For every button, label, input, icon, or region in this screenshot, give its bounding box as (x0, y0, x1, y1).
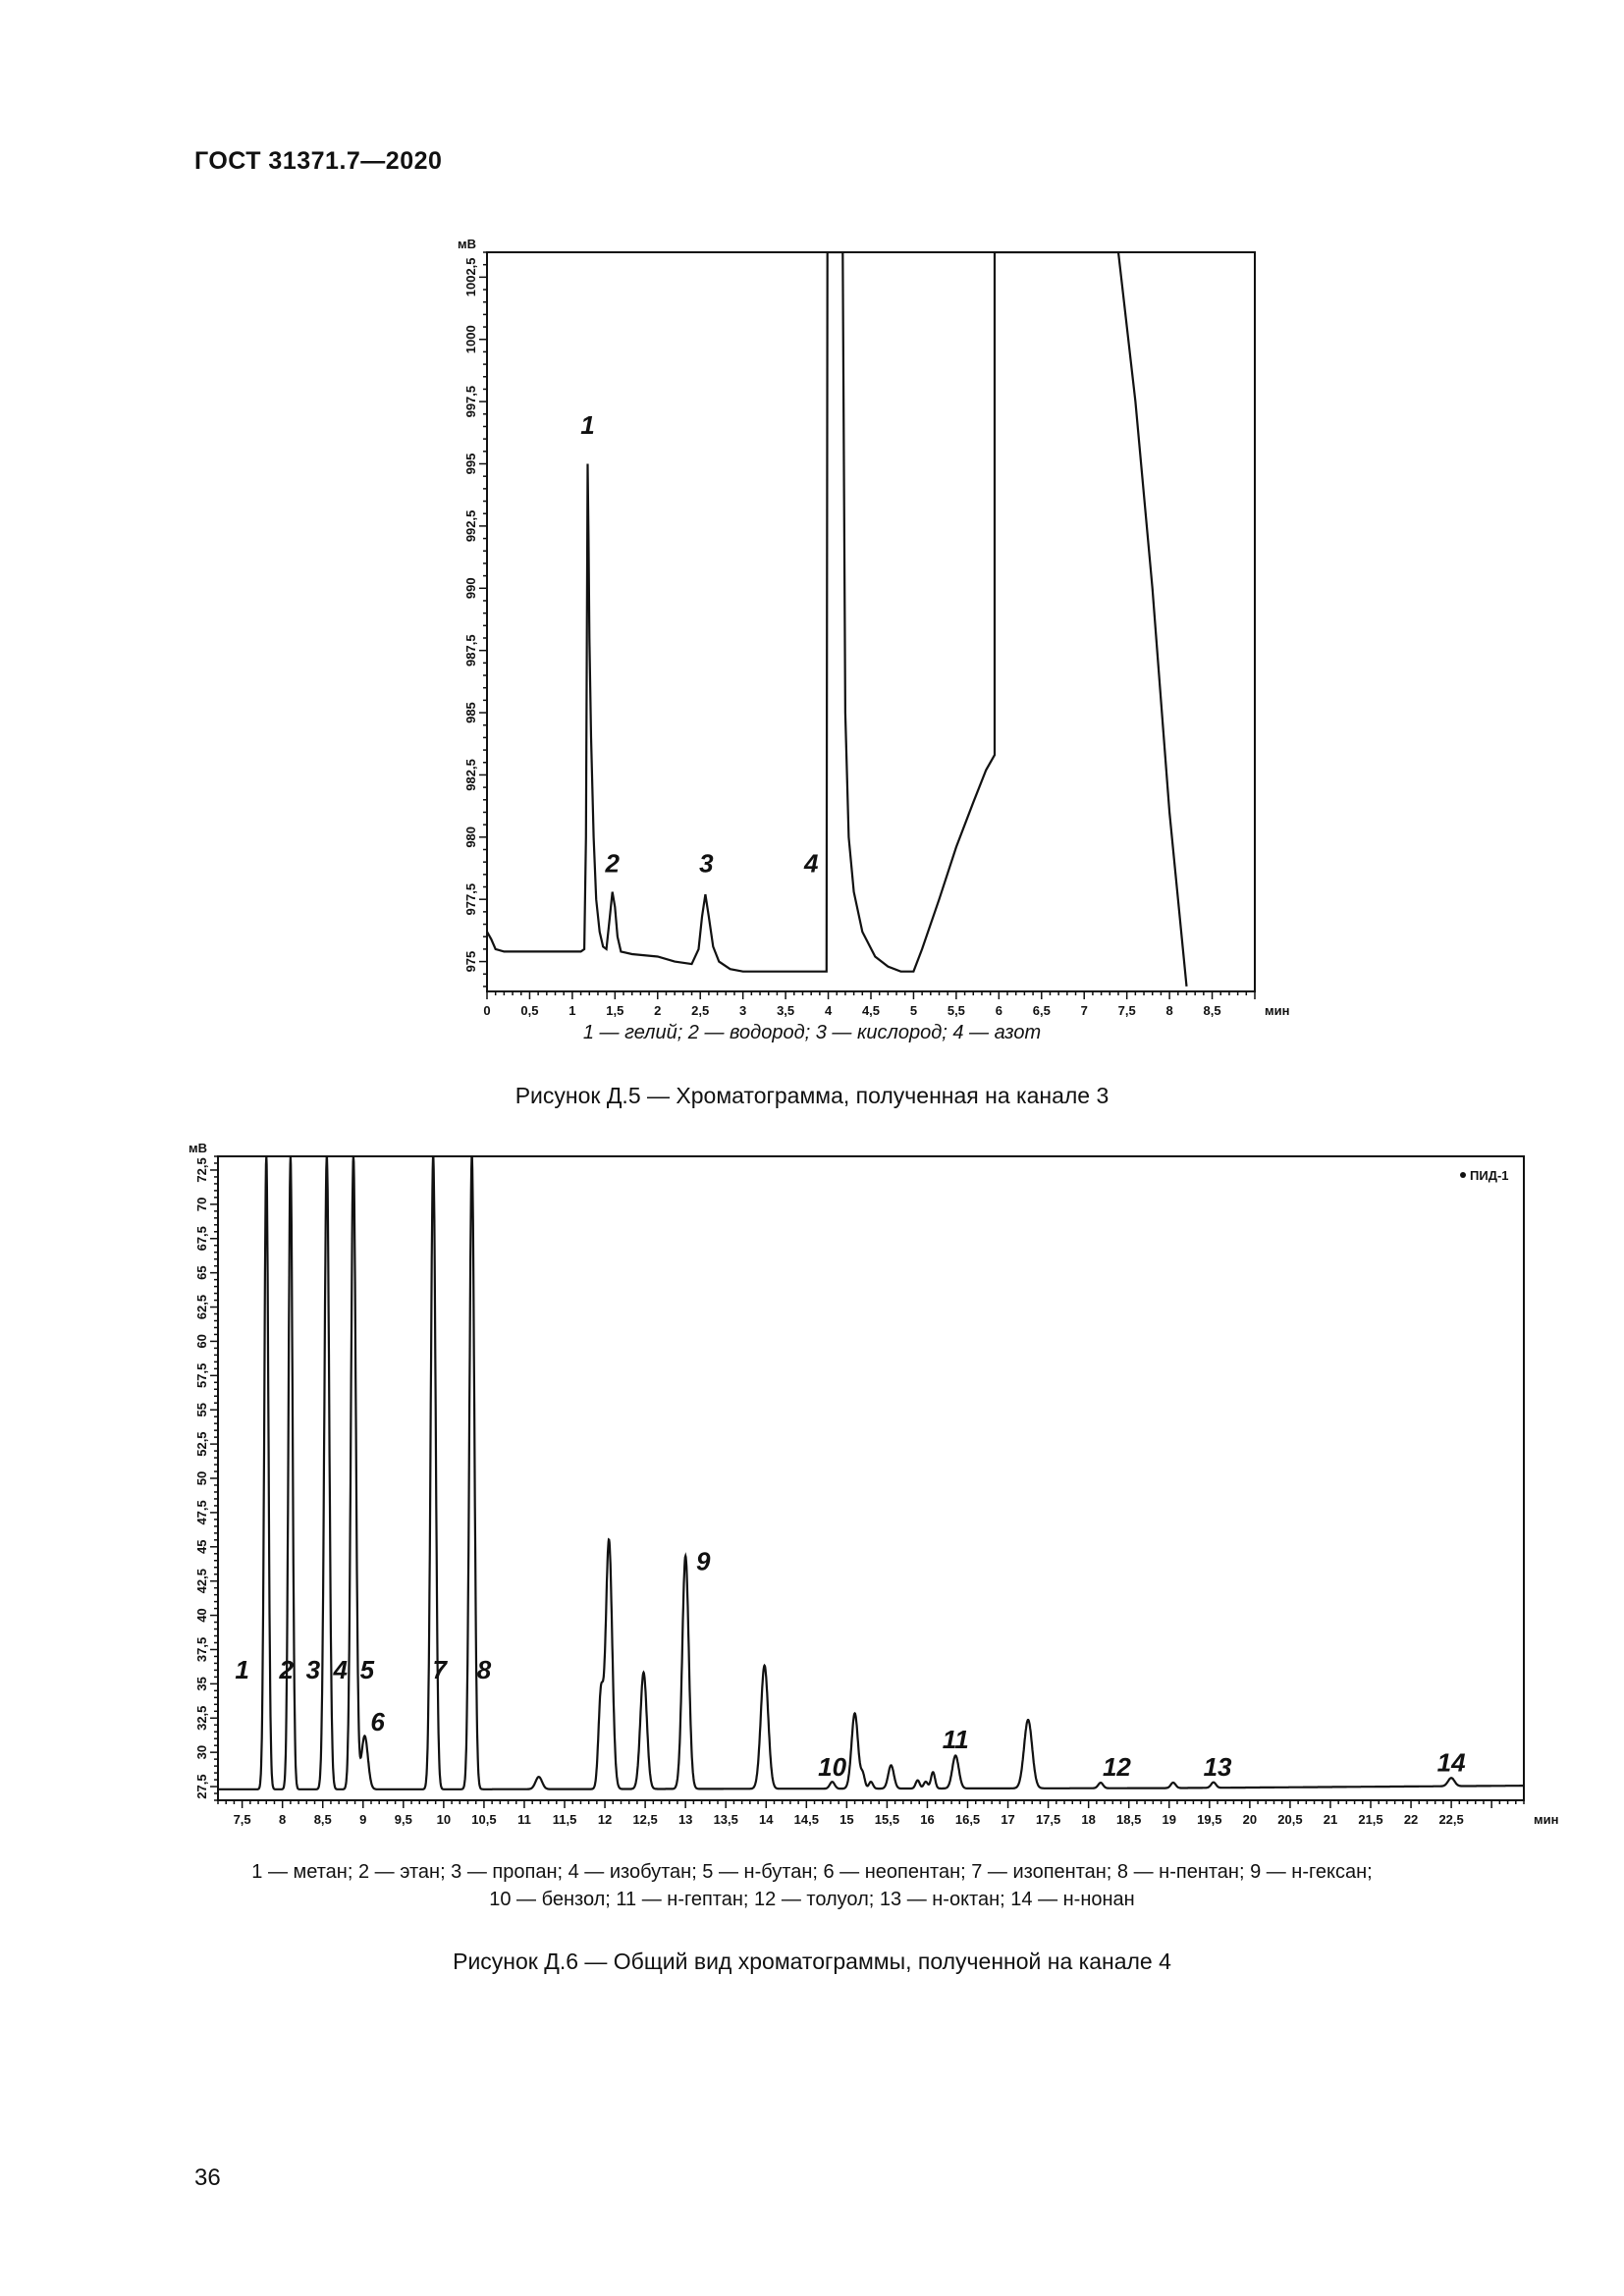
y-tick-label: 980 (463, 826, 478, 848)
x-tick-label: 21,5 (1358, 1812, 1383, 1827)
peak-label: 1 (235, 1654, 249, 1684)
y-tick-label: 42,5 (194, 1569, 209, 1594)
page-number: 36 (194, 2164, 221, 2191)
y-tick-label: 1000 (463, 325, 478, 354)
x-axis-label: мин (1265, 1003, 1290, 1018)
y-tick-label: 55 (194, 1402, 209, 1417)
y-tick-label: 975 (463, 950, 478, 973)
legend-line: 1 — метан; 2 — этан; 3 — пропан; 4 — изобутан; 5 — н-бутан; 6 — неопентан; 7 — изопентан; 8 — н-пентан; 9 — н-гексан; (251, 1861, 1373, 1883)
x-tick-label: 18,5 (1116, 1812, 1142, 1827)
x-tick-label: 13 (677, 1812, 693, 1827)
y-tick-label: 50 (194, 1470, 209, 1486)
y-axis-label: мВ (458, 237, 477, 251)
peak-label: 12 (1102, 1751, 1131, 1782)
x-tick-label: 12 (597, 1812, 613, 1827)
peak-label: 10 (818, 1751, 847, 1782)
x-tick-label: 9 (359, 1812, 367, 1827)
peak-label: 11 (942, 1724, 969, 1754)
peak-label: 4 (333, 1654, 349, 1684)
x-tick-label: 2 (654, 1003, 662, 1018)
x-tick-label: 4,5 (861, 1003, 881, 1018)
y-tick-label: 72,5 (194, 1157, 209, 1183)
y-tick-label: 35 (194, 1677, 209, 1691)
x-tick-label: 10 (436, 1812, 452, 1827)
tick-labels (189, 1141, 1558, 1827)
x-tick-label: 3 (739, 1003, 747, 1018)
x-tick-label: 20,5 (1277, 1812, 1303, 1827)
x-axis-label: мин (1534, 1812, 1559, 1827)
y-axis-label: мВ (189, 1141, 208, 1155)
x-tick-label: 1 (568, 1003, 576, 1018)
legend-entry: ПИД-1 (1470, 1168, 1509, 1183)
y-tick-label: 60 (194, 1334, 209, 1349)
x-tick-label: 4 (824, 1003, 833, 1018)
figure-d5-caption: Рисунок Д.5 — Хроматограмма, полученная на канале 3 (514, 1083, 1110, 1108)
y-tick-label: 27,5 (194, 1774, 209, 1799)
tick-labels (458, 237, 1289, 1018)
y-tick-label: 987,5 (463, 634, 478, 667)
plot-frame (218, 1156, 1524, 1800)
x-tick-label: 12,5 (632, 1812, 658, 1827)
peak-label: 7 (432, 1654, 448, 1684)
x-tick-label: 0,5 (520, 1003, 539, 1018)
x-tick-label: 8 (279, 1812, 287, 1827)
x-tick-label: 0 (483, 1003, 491, 1018)
x-tick-label: 2,5 (691, 1003, 710, 1018)
peak-label: 2 (605, 848, 620, 879)
peak-label: 5 (359, 1654, 375, 1684)
x-tick-label: 8,5 (313, 1812, 332, 1827)
peak-label: 14 (1436, 1747, 1466, 1778)
x-tick-label: 19,5 (1197, 1812, 1222, 1827)
legend-line: 10 — бензол; 11 — н-гептан; 12 — толуол; 13 — н-октан; 14 — н-нонан (489, 1889, 1135, 1910)
x-tick-label: 20 (1242, 1812, 1258, 1827)
peak-label: 1 (580, 410, 595, 441)
x-tick-label: 18 (1081, 1812, 1096, 1827)
plot-frame (487, 252, 1255, 991)
x-tick-label: 11 (517, 1812, 531, 1827)
x-tick-label: 7,5 (1117, 1003, 1136, 1018)
y-tick-label: 1002,5 (463, 257, 478, 297)
x-tick-label: 7,5 (233, 1812, 251, 1827)
document-header: ГОСТ 31371.7—2020 (194, 147, 443, 175)
x-tick-label: 15,5 (874, 1812, 900, 1827)
x-tick-label: 14,5 (793, 1812, 819, 1827)
chromatogram-channel-3 (432, 226, 1290, 1041)
y-tick-label: 992,5 (463, 509, 478, 543)
peak-label: 6 (370, 1706, 385, 1736)
x-tick-label: 17 (1001, 1812, 1015, 1827)
figure-d6-caption: Рисунок Д.6 — Общий вид хроматограммы, полученной на канале 4 (453, 1949, 1171, 1974)
figure-d5-legend (0, 1019, 1624, 1046)
peak-label: 2 (279, 1654, 295, 1684)
peak-label: 3 (699, 848, 714, 879)
x-tick-label: 1,5 (606, 1003, 624, 1018)
y-tick-label: 45 (194, 1539, 209, 1555)
x-tick-label: 11,5 (552, 1812, 577, 1827)
peak-label: 13 (1203, 1751, 1232, 1782)
peak-label: 8 (476, 1654, 492, 1684)
x-tick-label: 16 (920, 1812, 935, 1827)
x-tick-label: 5,5 (947, 1003, 965, 1018)
x-tick-label: 19 (1162, 1812, 1176, 1827)
y-tick-label: 62,5 (194, 1294, 209, 1320)
x-tick-label: 22,5 (1438, 1812, 1464, 1827)
y-tick-label: 977,5 (463, 882, 478, 916)
y-tick-label: 982,5 (463, 759, 478, 791)
x-tick-label: 21 (1323, 1812, 1338, 1827)
series-legend (1460, 1168, 1509, 1183)
peak-label: 3 (305, 1654, 321, 1684)
x-tick-label: 16,5 (954, 1812, 981, 1827)
signal-line (218, 1156, 1524, 1789)
x-tick-label: 7 (1080, 1003, 1088, 1018)
x-tick-label: 13,5 (713, 1812, 738, 1827)
x-tick-label: 9,5 (394, 1812, 412, 1827)
signal-line (487, 252, 1187, 987)
x-tick-label: 3,5 (777, 1003, 795, 1018)
axes (210, 1156, 1524, 1808)
y-tick-label: 52,5 (194, 1431, 209, 1457)
x-tick-label: 22 (1403, 1812, 1419, 1827)
y-tick-label: 57,5 (194, 1362, 209, 1388)
y-tick-label: 67,5 (194, 1226, 209, 1252)
y-tick-label: 32,5 (194, 1705, 209, 1731)
x-tick-label: 10,5 (471, 1812, 497, 1827)
y-tick-label: 47,5 (194, 1500, 209, 1525)
legend-marker (1460, 1172, 1466, 1178)
x-tick-label: 17,5 (1035, 1812, 1061, 1827)
x-tick-label: 14 (759, 1812, 774, 1827)
y-tick-label: 37,5 (194, 1636, 209, 1663)
y-tick-label: 70 (194, 1197, 209, 1212)
y-tick-label: 995 (463, 453, 478, 475)
y-tick-label: 30 (194, 1744, 209, 1760)
figure-d6-legend (0, 1858, 1624, 1913)
y-tick-label: 990 (463, 577, 478, 600)
trace (487, 252, 1187, 987)
x-tick-label: 8 (1165, 1003, 1173, 1018)
y-tick-label: 985 (463, 702, 478, 723)
x-tick-label: 5 (909, 1003, 918, 1018)
peak-label: 4 (803, 848, 819, 879)
peak-label: 9 (696, 1546, 711, 1576)
y-tick-label: 65 (194, 1265, 209, 1280)
legend-line: 1 — гелий; 2 — водород; 3 — кислород; 4 — азот (582, 1022, 1042, 1043)
y-tick-label: 997,5 (463, 385, 478, 418)
chromatogram-channel-4 (167, 1129, 1559, 1836)
x-tick-label: 6 (995, 1003, 1002, 1018)
peak-labels (580, 410, 819, 878)
x-tick-label: 6,5 (1032, 1003, 1051, 1018)
y-tick-label: 40 (194, 1608, 209, 1623)
x-tick-label: 15 (839, 1812, 854, 1827)
trace (218, 1156, 1524, 1789)
x-tick-label: 8,5 (1203, 1003, 1221, 1018)
